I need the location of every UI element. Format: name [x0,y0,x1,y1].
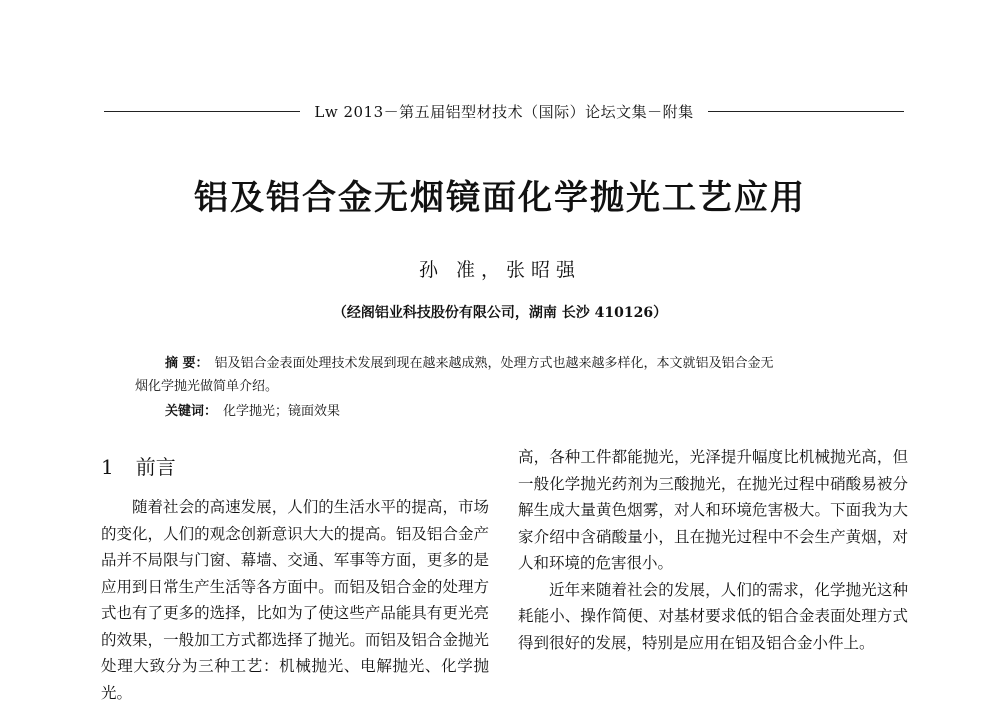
keywords-label: 关键词： [165,404,218,419]
keywords [165,400,340,419]
section-title: 前言 [135,455,176,479]
section-number: 1 [101,455,114,479]
header-rule-right [708,111,904,112]
section1-paragraph-1: 随着社会的高速发展，人们的生活水平的提高，市场的变化，人们的观念创新意识大大的提高。铝及铝合金产品并不局限与门窗、幕墙、交通、军事等方面，更多的是应用到日常生产生活等各方面中。而铝及铝合金的处理方式也有了更多的选择，比如为了使这些产品能具有更光亮的效果，一般加工方式都选择了抛光。而铝及铝合金抛光处理大致分为三种工艺：机械抛光、电解抛光、化学抛光。 [101,498,489,702]
section-heading [101,452,489,482]
right-paragraph-2: 近年来随着社会的发展，人们的需求，化学抛光这种耗能小、操作简便、对基材要求低的铝合金表面处理方式得到很好的发展，特别是应用在铝及铝合金小件上。 [518,580,908,652]
running-header [104,101,904,122]
abstract-line-1 [135,352,875,375]
abstract-label: 摘 要： [165,356,209,371]
right-column [518,444,908,656]
authors: 孙 准，张昭强 [418,259,582,281]
abstract-line-2: 烟化学抛光做简单介绍。 [135,379,279,394]
abstract [135,352,875,398]
right-paragraph-continued: 高，各种工件都能抛光，光泽提升幅度比机械抛光高，但一般化学抛光药剂为三酸抛光，在抛光过程中硝酸易被分解生成大量黄色烟雾，对人和环境危害极大。下面我为大家介绍中含硝酸量小，且在抛光过程中不会生产黄烟，对人和环境的危害很小。 [518,448,908,572]
keywords-text: 化学抛光；镜面效果 [223,404,341,419]
left-column [101,452,489,706]
header-rule-left [104,111,300,112]
paper-title: 铝及铝合金无烟镜面化学抛光工艺应用 [194,178,806,218]
affiliation: （经阁铝业科技股份有限公司，湖南 长沙 410126） [332,305,668,321]
running-head-text: Lw 2013－第五届铝型材技术（国际）论坛文集－附集 [314,103,694,121]
abstract-text-1: 铝及铝合金表面处理技术发展到现在越来越成熟，处理方式也越来越多样化，本文就铝及铝合金无 [214,356,774,371]
